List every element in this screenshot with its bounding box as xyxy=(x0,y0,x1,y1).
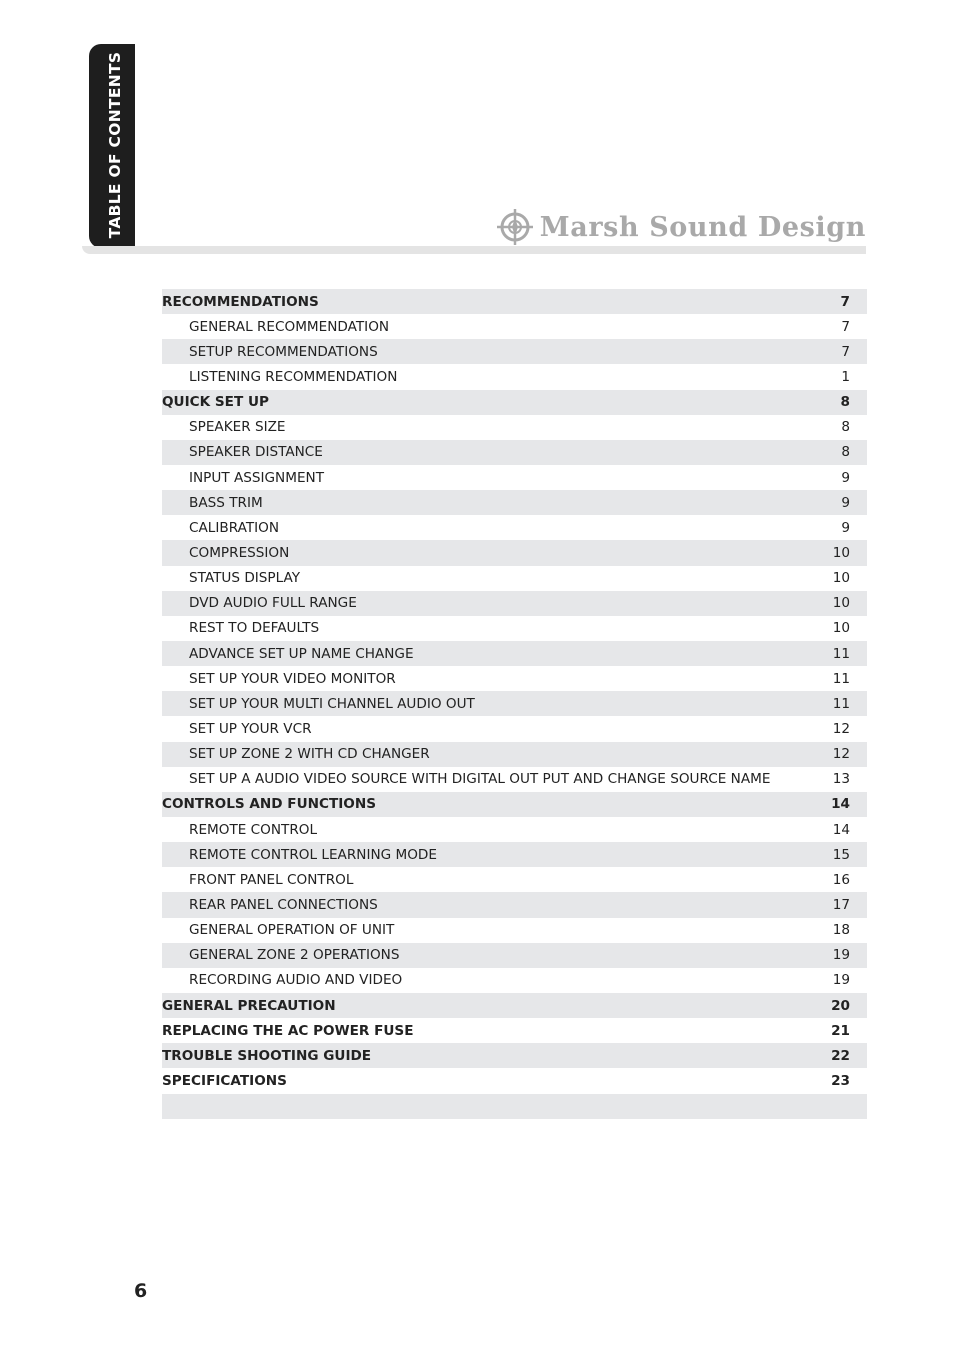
toc-entry-label: GENERAL RECOMMENDATION xyxy=(189,318,390,335)
toc-entry-label: REAR PANEL CONNECTIONS xyxy=(189,896,378,913)
toc-entry xyxy=(162,515,867,540)
toc-entry-label: SPECIFICATIONS xyxy=(162,1072,287,1089)
toc-entry xyxy=(162,716,867,741)
toc-entry-page: 8 xyxy=(841,419,850,436)
toc-entry-label: QUICK SET UP xyxy=(162,394,269,411)
toc-entry xyxy=(162,792,867,817)
table-of-contents xyxy=(162,289,867,1119)
toc-entry-page: 10 xyxy=(832,620,850,637)
toc-entry-page: 8 xyxy=(841,444,850,461)
toc-entry xyxy=(162,566,867,591)
brand-logo xyxy=(496,204,866,250)
toc-entry-label: DVD AUDIO FULL RANGE xyxy=(189,595,357,612)
toc-entry xyxy=(162,415,867,440)
toc-entry-label: GENERAL ZONE 2 OPERATIONS xyxy=(189,947,400,964)
toc-entry-label: ADVANCE SET UP NAME CHANGE xyxy=(189,645,414,662)
toc-entry xyxy=(162,390,867,415)
toc-entry xyxy=(162,440,867,465)
toc-entry xyxy=(162,289,867,314)
toc-entry-page: 23 xyxy=(831,1072,850,1089)
toc-entry xyxy=(162,465,867,490)
toc-entry-label: SPEAKER DISTANCE xyxy=(189,444,323,461)
toc-entry-label: INPUT ASSIGNMENT xyxy=(189,469,325,486)
toc-entry-label: SET UP ZONE 2 WITH CD CHANGER xyxy=(189,746,430,763)
toc-entry-label: REMOTE CONTROL xyxy=(189,821,318,838)
toc-entry xyxy=(162,339,867,364)
toc-entry-page: 7 xyxy=(841,343,850,360)
toc-entry-label: REST TO DEFAULTS xyxy=(189,620,320,637)
toc-entry xyxy=(162,742,867,767)
toc-entry-label: CALIBRATION xyxy=(189,519,280,536)
toc-entry-page: 12 xyxy=(832,720,850,737)
toc-entry-page: 9 xyxy=(841,494,850,511)
toc-entry xyxy=(162,892,867,917)
toc-entry-label: SPEAKER SIZE xyxy=(189,419,286,436)
toc-entry xyxy=(162,968,867,993)
toc-entry-page: 20 xyxy=(831,997,850,1014)
toc-entry-page: 1 xyxy=(841,368,850,385)
toc-entry-page: 19 xyxy=(832,972,850,989)
toc-entry xyxy=(162,1094,867,1119)
toc-entry-label: SET UP YOUR MULTI CHANNEL AUDIO OUT xyxy=(189,695,475,712)
toc-entry-label: FRONT PANEL CONTROL xyxy=(189,871,354,888)
toc-entry-label: GENERAL PRECAUTION xyxy=(162,997,336,1014)
toc-entry-page: 19 xyxy=(832,947,850,964)
toc-entry-page: 22 xyxy=(831,1047,850,1064)
toc-entry-page: 14 xyxy=(831,796,850,813)
toc-entry-label: RECOMMENDATIONS xyxy=(162,293,319,310)
toc-entry-label: REPLACING THE AC POWER FUSE xyxy=(162,1022,414,1039)
toc-entry-page: 15 xyxy=(832,846,850,863)
toc-entry-label: SET UP A AUDIO VIDEO SOURCE WITH DIGITAL OUT PUT AND CHANGE SOURCE NAME xyxy=(189,771,771,788)
toc-entry-page: 11 xyxy=(832,670,850,687)
toc-entry-page: 9 xyxy=(841,469,850,486)
toc-entry-page: 7 xyxy=(841,318,850,335)
toc-entry xyxy=(162,641,867,666)
toc-entry xyxy=(162,691,867,716)
toc-entry-label: COMPRESSION xyxy=(189,544,290,561)
toc-entry-page: 7 xyxy=(840,293,850,310)
toc-entry-page: 21 xyxy=(831,1022,850,1039)
toc-entry-page: 17 xyxy=(832,896,850,913)
toc-entry-label: LISTENING RECOMMENDATION xyxy=(189,368,398,385)
toc-entry-label: RECORDING AUDIO AND VIDEO xyxy=(189,972,403,989)
toc-entry-label: GENERAL OPERATION OF UNIT xyxy=(189,922,395,939)
toc-entry-page: 13 xyxy=(832,771,850,788)
toc-entry-page: 11 xyxy=(832,645,850,662)
toc-entry xyxy=(162,993,867,1018)
brand-name: Marsh Sound Design xyxy=(539,211,866,243)
toc-entry-page: 11 xyxy=(832,695,850,712)
crosshair-compass-icon xyxy=(496,208,534,246)
toc-entry xyxy=(162,918,867,943)
toc-entry-page: 14 xyxy=(832,821,850,838)
toc-entry xyxy=(162,490,867,515)
toc-entry-label: REMOTE CONTROL LEARNING MODE xyxy=(189,846,437,863)
toc-entry xyxy=(162,817,867,842)
toc-entry-label: CONTROLS AND FUNCTIONS xyxy=(162,796,377,813)
toc-entry xyxy=(162,314,867,339)
side-tab-label: TABLE OF CONTENTS xyxy=(106,51,124,239)
toc-entry xyxy=(162,1068,867,1093)
toc-entry xyxy=(162,943,867,968)
toc-entry-label: BASS TRIM xyxy=(189,494,263,511)
toc-entry xyxy=(162,540,867,565)
toc-entry-label: SET UP YOUR VCR xyxy=(189,720,312,737)
toc-entry-label: STATUS DISPLAY xyxy=(189,570,301,587)
toc-entry-page: 18 xyxy=(832,922,850,939)
toc-entry xyxy=(162,591,867,616)
toc-entry-page: 16 xyxy=(832,871,850,888)
toc-entry xyxy=(162,767,867,792)
toc-entry xyxy=(162,867,867,892)
toc-entry-page: 12 xyxy=(832,746,850,763)
toc-entry xyxy=(162,364,867,389)
toc-entry-page: 10 xyxy=(832,595,850,612)
toc-entry-page: 8 xyxy=(840,394,850,411)
toc-entry xyxy=(162,1018,867,1043)
toc-entry-label: SETUP RECOMMENDATIONS xyxy=(189,343,378,360)
toc-entry-label: SET UP YOUR VIDEO MONITOR xyxy=(189,670,396,687)
toc-entry xyxy=(162,842,867,867)
toc-entry-page: 10 xyxy=(832,570,850,587)
toc-entry xyxy=(162,1043,867,1068)
toc-entry xyxy=(162,616,867,641)
toc-entry xyxy=(162,666,867,691)
page-number: 6 xyxy=(134,1280,148,1302)
toc-entry-label: TROUBLE SHOOTING GUIDE xyxy=(162,1047,372,1064)
toc-entry-page: 9 xyxy=(841,519,850,536)
toc-entry-page: 10 xyxy=(832,544,850,561)
